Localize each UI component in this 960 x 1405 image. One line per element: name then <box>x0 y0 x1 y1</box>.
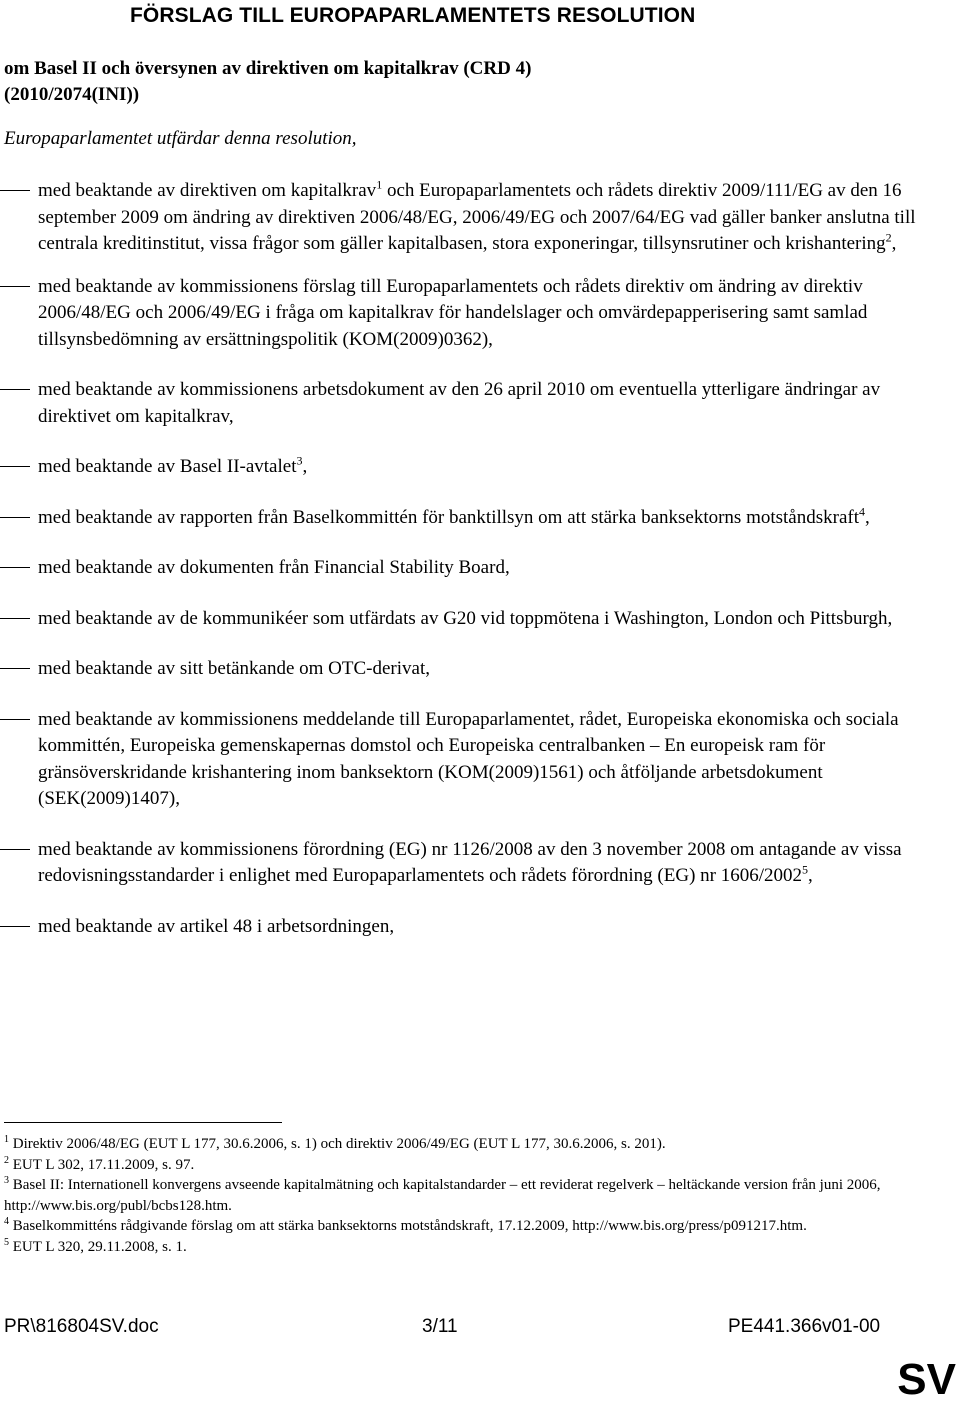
citation-item <box>0 178 960 258</box>
citation-text: med beaktande av rapporten från Baselkommittén för banktillsyn om att stärka banksektorns motståndskraft$^4$, <box>38 504 870 528</box>
dash-bullet <box>0 849 30 850</box>
citation-text: med beaktande av artikel 48 i arbetsordningen, <box>38 915 395 937</box>
footnote-number: 5 <box>4 1236 9 1248</box>
citation-item <box>0 274 960 354</box>
language-code: SV <box>897 1355 956 1404</box>
footer-page-number: 3/11 <box>422 1316 458 1337</box>
footnote-number: 3 <box>4 1175 9 1186</box>
citation-text: med beaktande av de kommunikéer som utfärdats av G20 vid toppmötena i Washington, London och Pittsburgh, <box>38 607 893 629</box>
dash-bullet <box>0 190 30 191</box>
footnote-ref[interactable]: 3 <box>296 453 303 468</box>
footnote-ref[interactable]: 4 <box>859 504 865 519</box>
footnote-item: $^3$ Basel II: Internationell konvergens avseende kapitalmätning och kapitalstandarder – ett reviderat regelverk – heltäckande version från juni 2006, http://www.bis.org/publ/bcbs128.htm. <box>4 1175 881 1214</box>
footer-pe-ref: PE441.366v01-00 <box>728 1316 881 1337</box>
dash-bullet <box>0 719 30 720</box>
citation-text: med beaktande av kommissionens förordning (EG) nr 1126/2008 av den 3 november 2008 om antagande av vissa redovisningsstandarder i enlighet med Europaparlamentets och rådets förordning (EG) nr 1606/2002$^5$, <box>38 838 902 886</box>
citation-text: med beaktande av Basel II-avtalet$^3$, <box>38 453 308 477</box>
citation-text: med beaktande av direktiven om kapitalkrav$^1$ och Europaparlamentets och rådets direktiv 2009/111/EG av den 16 september 2009 om ändring av direktiven 2006/48/EG, 2006/49/EG och 2007/64/EG vad gäller banker anslutna till centrala kreditinstitut, vissa frågor som gäller kapitalbasen, stora exponeringar, tillsynsrutiner och krishantering$^2$, <box>38 177 916 254</box>
footnote-number: 2 <box>4 1154 9 1166</box>
footnote-item: $^1$ Direktiv 2006/48/EG (EUT L 177, 30.6.2006, s. 1) och direktiv 2006/49/EG (EUT L 177, 30.6.2006, s. 201). <box>4 1134 666 1152</box>
footnote-number: 4 <box>4 1216 9 1227</box>
resolution-lead: Europaparlamentet utfärdar denna resolution, <box>4 128 357 149</box>
footnotes <box>4 1134 954 1257</box>
citation-item <box>0 914 960 941</box>
citation-item <box>0 505 960 532</box>
footer-doc-ref: PR\816804SV.doc <box>4 1316 159 1337</box>
dash-bullet <box>0 389 30 390</box>
footnote-ref[interactable]: 5 <box>802 862 809 877</box>
citation-item <box>0 555 960 582</box>
dash-bullet <box>0 567 30 568</box>
dash-bullet <box>0 668 30 669</box>
citation-text: med beaktande av kommissionens arbetsdokument av den 26 april 2010 om eventuella ytterligare ändringar av direktivet om kapitalkrav, <box>38 379 881 427</box>
footnote-item: $^2$ EUT L 302, 17.11.2009, s. 97. <box>4 1154 195 1173</box>
citation-item <box>0 606 960 633</box>
citation-item <box>0 707 960 813</box>
footnote-separator <box>4 1122 282 1123</box>
citations-list <box>0 178 960 940</box>
dash-bullet <box>0 618 30 619</box>
citation-text: med beaktande av kommissionens förslag till Europaparlamentets och rådets direktiv om ändring av direktiv 2006/48/EG och 2006/49/EG i fråga om kapitalkrav för handelslager och omvärdepapperisering samt samlad tillsynsbedömning av ersättningspolitik (KOM(2009)0362), <box>38 275 868 350</box>
dash-bullet <box>0 466 30 467</box>
citation-text: med beaktande av dokumenten från Financial Stability Board, <box>38 557 510 578</box>
citation-item <box>0 837 960 890</box>
footnote-ref[interactable]: 1 <box>376 177 383 192</box>
subject-line-2: (2010/2074(INI)) <box>4 84 140 105</box>
document-heading: FÖRSLAG TILL EUROPAPARLAMENTETS RESOLUTION <box>130 4 696 27</box>
dash-bullet <box>0 926 30 927</box>
citation-text: med beaktande av sitt betänkande om OTC-derivat, <box>38 658 431 679</box>
footnote-number: 1 <box>4 1134 9 1145</box>
footnote-item: $^4$ Baselkommitténs rådgivande förslag om att stärka banksektorns motståndskraft, 17.12.2009, http://www.bis.org/press/p091217.htm. <box>4 1216 807 1234</box>
citation-item <box>0 454 960 481</box>
citation-item <box>0 656 960 683</box>
citation-item <box>0 377 960 430</box>
dash-bullet <box>0 286 30 287</box>
dash-bullet <box>0 517 30 518</box>
subject-line-1: om Basel II och översynen av direktiven om kapitalkrav (CRD 4) <box>4 58 532 79</box>
resolution-subject <box>4 56 904 108</box>
footnote-item: $^5$ EUT L 320, 29.11.2008, s. 1. <box>4 1236 187 1255</box>
footnote-ref[interactable]: 2 <box>885 230 892 245</box>
citation-text: med beaktande av kommissionens meddelande till Europaparlamentet, rådet, Europeiska ekonomiska och sociala kommittén, Europeiska gemenskapernas domstol och Europeiska centralbanken – En europeisk ram för gränsöverskridande krishantering inom banksektorn (KOM(2009)1561) och åtföljande arbetsdokument (SEK(2009)1407), <box>38 708 899 809</box>
